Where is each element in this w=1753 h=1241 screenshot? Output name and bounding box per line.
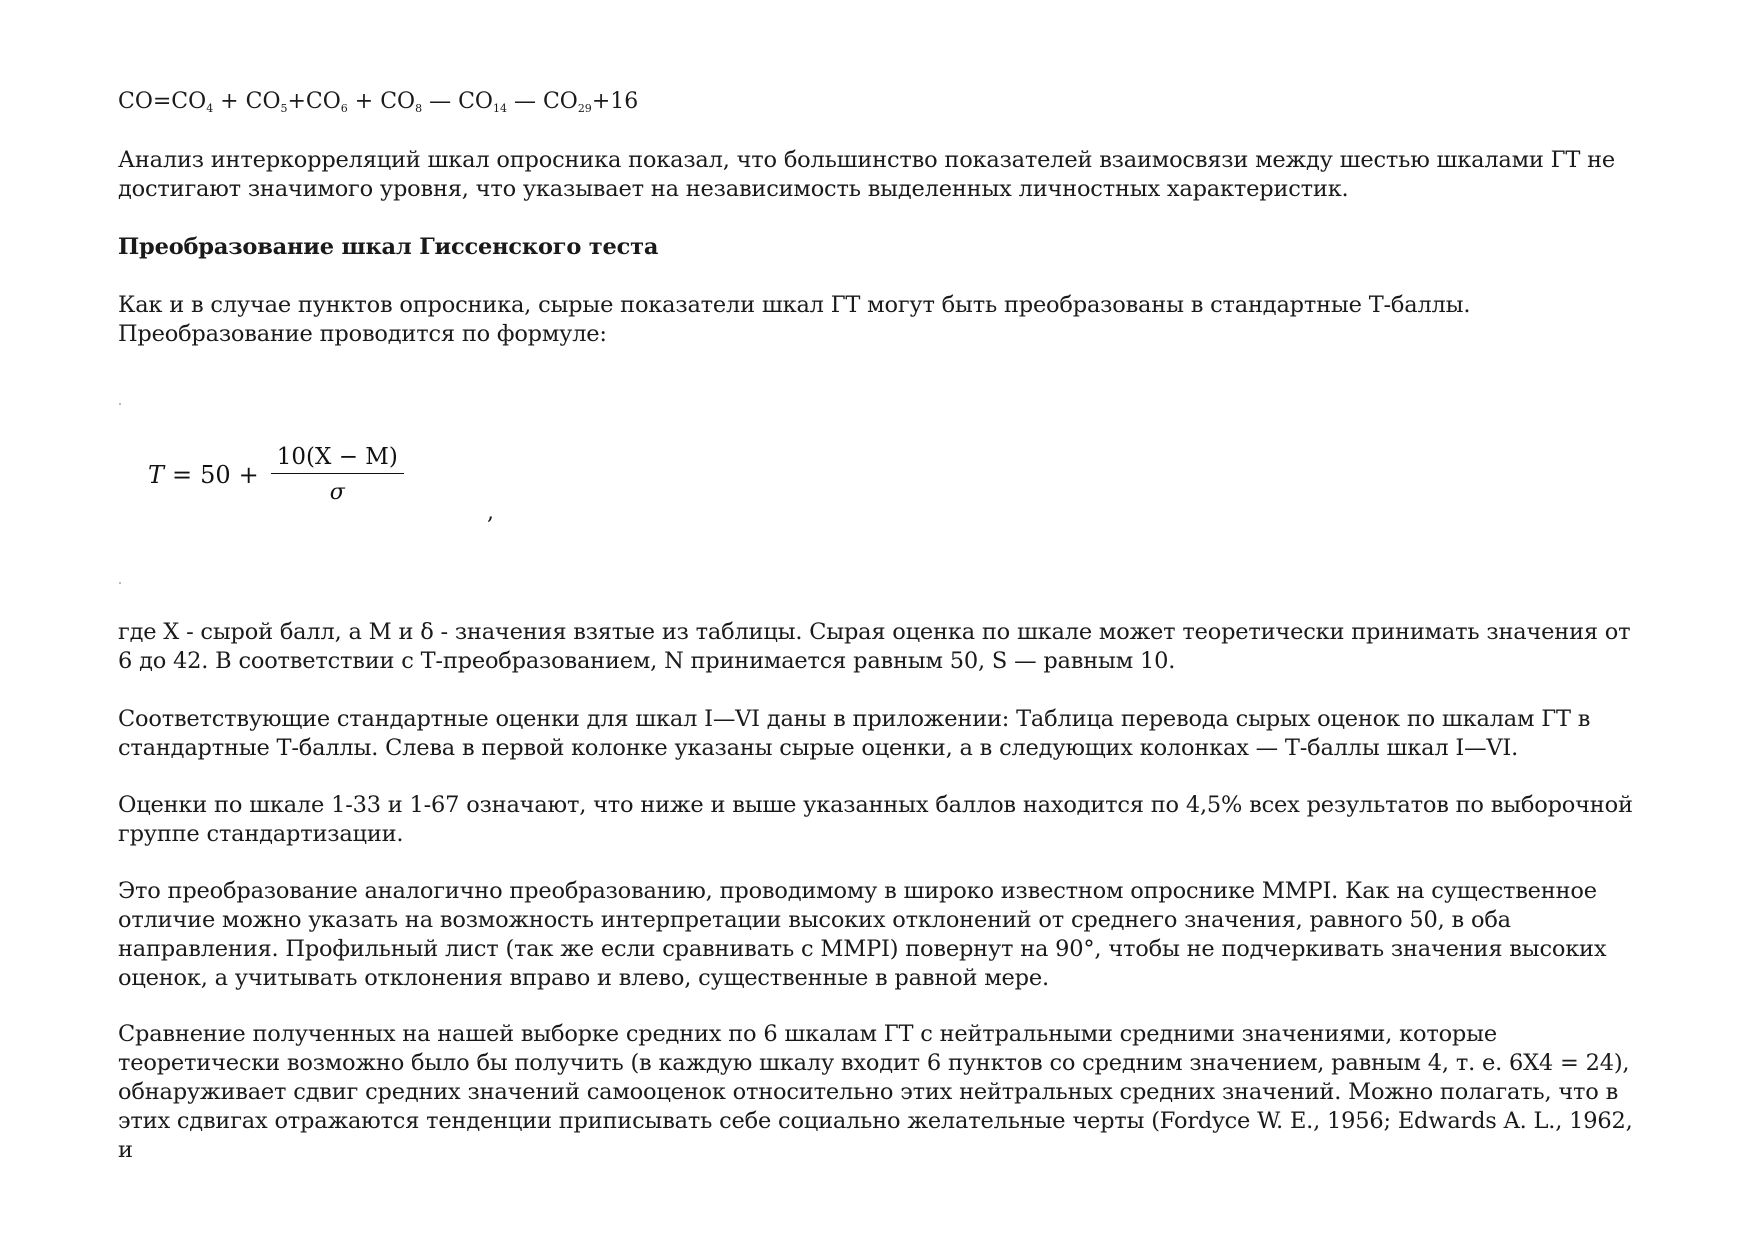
formula-denominator: σ <box>329 480 345 505</box>
formula-comma: , <box>487 500 494 525</box>
scan-dot <box>119 582 121 584</box>
formula-term: =CO <box>152 89 207 114</box>
paragraph-tscores: Как и в случае пунктов опросника, сырые показатели шкал ГТ могут быть преобразованы в стандартные Т-баллы. Преобразование проводится по формуле: <box>118 292 1471 347</box>
formula-term: +CO <box>287 89 341 114</box>
formula-subscript: 14 <box>492 102 507 115</box>
formula-subscript: 5 <box>280 102 288 115</box>
formula-term: + CO <box>213 89 281 114</box>
paragraph-percent: Оценки по шкале 1-33 и 1-67 означают, что ниже и выше указанных баллов находится по 4,5% всех результатов по выборочной группе стандартизации. <box>118 792 1633 847</box>
t-score-formula <box>148 444 404 505</box>
formula-subscript: 6 <box>340 102 348 115</box>
formula-term: — CO <box>422 89 493 114</box>
formula-plus: + <box>238 460 259 489</box>
formula-term: +16 <box>591 89 639 114</box>
formula-term: — CO <box>506 89 578 114</box>
paragraph-intercorrelation: Анализ интеркорреляций шкал опросника показал, что большинство показателей взаимосвязи между шестью шкалами ГТ не достигают значимого уровня, что указывает на независимость выделенных личностных характеристик. <box>118 147 1616 202</box>
formula-lhs: T <box>148 460 165 489</box>
formula-term: CO <box>118 89 153 114</box>
formula-term: + CO <box>347 89 416 114</box>
paragraph-mmpi: Это преобразование аналогично преобразованию, проводимому в широко известном опроснике MMPI. Как на существенное отличие можно указать на возможность интерпретации высоких отклонений от среднего значения, равного 50, в оба направления. Профильный лист (так же если сравнивать с MMPI) повернут на 90°, чтобы не подчеркивать значения высоких оценок, а учитывать отклонения вправо и влево, существенные в равной мере. <box>118 878 1607 991</box>
formula-subscript: 29 <box>577 102 592 115</box>
section-heading: Преобразование шкал Гиссенского теста <box>118 234 659 260</box>
formula-equals: = <box>172 460 193 489</box>
formula-numerator: 10(X − M) <box>276 444 398 470</box>
formula-subscript: 8 <box>415 102 423 115</box>
scale-formula <box>118 88 638 123</box>
formula-subscript: 4 <box>206 102 214 115</box>
formula-constant: 50 <box>200 460 231 489</box>
scan-dot <box>119 403 121 405</box>
paragraph-comparison: Сравнение полученных на нашей выборке средних по 6 шкалам ГТ с нейтральными средними значениями, которые теоретически возможно было бы получить (в каждую шкалу входит 6 пунктов со средним значением, равным 4, т. е. 6X4 = 24), обнаруживает сдвиг средних значений самооценок относительно этих нейтральных средних значений. Можно полагать, что в этих сдвигах отражаются тенденции приписывать себе социально желательные черты (Fordyce W. E., 1956; Edwards A. L., 1962, и <box>118 1021 1633 1163</box>
formula-fraction <box>271 444 404 505</box>
paragraph-where: где X - сырой балл, а M и δ - значения взятые из таблицы. Сырая оценка по шкале может теоретически принимать значения от 6 до 42. В соответствии с Т-преобразованием, N принимается равным 50, S — равным 10. <box>118 619 1631 674</box>
paragraph-appendix: Соответствующие стандартные оценки для шкал I—VI даны в приложении: Таблица перевода сырых оценок по шкалам ГТ в стандартные Т-баллы. Слева в первой колонке указаны сырые оценки, а в следующих колонках — Т-баллы шкал I—VI. <box>118 706 1591 761</box>
